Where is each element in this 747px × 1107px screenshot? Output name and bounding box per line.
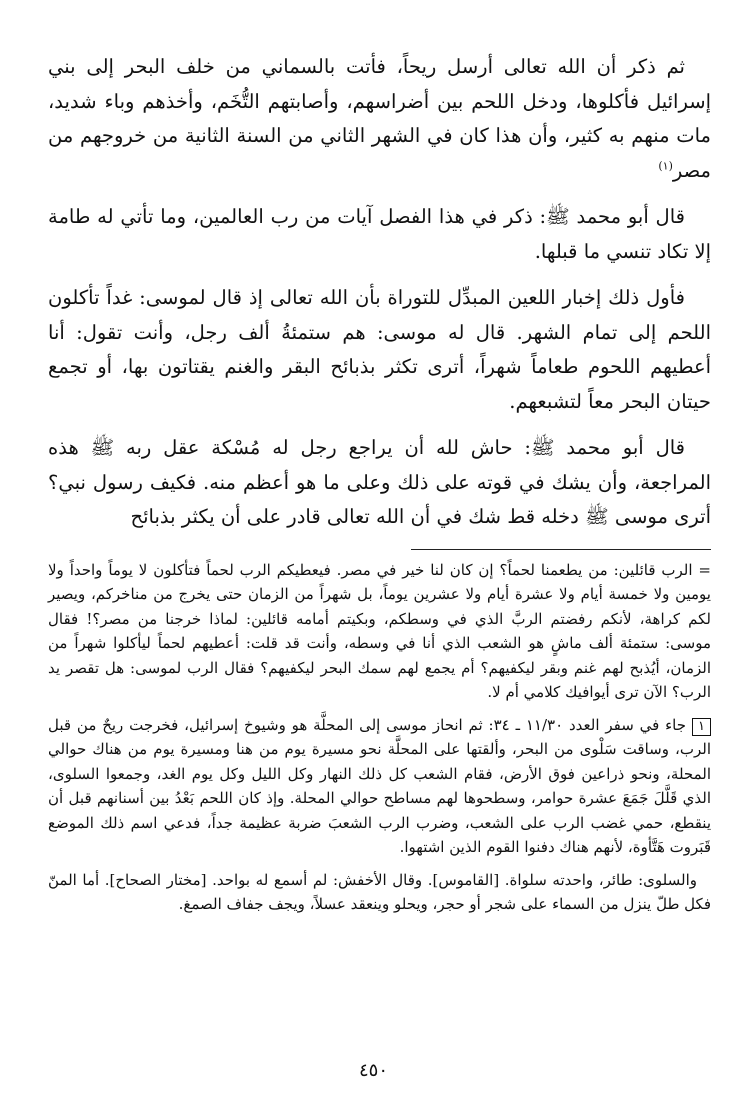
main-text <box>48 50 711 535</box>
footnote-reference[interactable]: (١) <box>658 159 673 172</box>
paragraph-1-text: ثم ذكر أن الله تعالى أرسل ريحاً، فأتت بالسماني من خلف البحر إلى بني إسرائيل فأكلوها، ودخل اللحم بين أضراسهم، وأصابتهم التُّخَم، وأخذهم وباء شديد، مات منهم به كثير، وأن هذا كان في الشهر الثاني من السنة الثانية من خروجهم من مصر <box>48 55 711 182</box>
footnote-1-marker: ١ <box>692 718 711 736</box>
paragraph-1 <box>48 50 711 188</box>
paragraph-2: قال أبو محمد ﷺ: ذكر في هذا الفصل آيات من رب العالمين، وما تأتي له طامة إلا تكاد تنسي ما قبلها. <box>48 205 711 263</box>
page-number: ٤٥٠ <box>358 1060 388 1081</box>
footnote-note-2: والسلوى: طائر، واحدته سلواة. [القاموس]. وقال الأخفش: لم أسمع له بواحد. [مختار الصحاح]. أما المنّ فكل طلّ ينزل من السماء على شجر أو حجر، ويحلو وينعقد عسلاً، ويجف جفاف الصمغ. <box>48 870 711 913</box>
paragraph-3: فأول ذلك إخبار اللعين المبدِّل للتوراة بأن الله تعالى إذ قال لموسى: غداً تأكلون اللحم إلى تمام الشهر. قال له موسى: هم ستمئةُ ألف رجل، وأنت تقول: أنا أعطيهم اللحوم طعاماً شهراً، أترى تكثر بذبائح البقر والغنم يقتاتون بها، أو تجمع حيتان البحر معاً لتشبعهم. <box>48 286 711 413</box>
paragraph-4: قال أبو محمد ﷺ: حاش لله أن يراجع رجل له مُسْكة عقل ربه ﷺ هذه المراجعة، وأن يشك في قوته على ذلك وعلى ما هو أعظم منه. فكيف رسول نبي؟ أترى موسى ﷺ دخله قط شك في أن الله تعالى قادر على أن يكثر بذبائح <box>48 436 711 528</box>
footnote-1 <box>48 713 711 860</box>
footnote-1-text: جاء في سفر العدد ١١/٣٠ ـ ٣٤: ثم انحاز موسى إلى المحلَّة هو وشيوخ إسرائيل، فخرجت ريحٌ من قبل الرب، وساقت سَلْوى من البحر، وألقتها على المحلَّة نحو مسيرة يوم من هنا ومسيرة يوم من هناك حوالي المحلة، ونحو ذراعين فوق الأرض، فقام الشعب كل ذلك النهار وكل الليل وكل يوم الغد، وجمعوا السلوى، الذي قَلَّلَ جَمَعَ عشرة حوامر، وسطحوها لهم مساطح حوالي المحلة. وإذ كان اللحم بَعْدُ بين أسنانهم قبل أن ينقطع، حمي غضب الرب على الشعب، وضرب الرب الشعبَ ضربة عظيمة جداً، فدعي اسم ذلك الموضع قَبَروت هَتَّأوة، لأنهم هناك دفنوا القوم الذين اشتهوا. <box>48 715 711 856</box>
footnote-divider <box>411 549 711 550</box>
footnote-continuation: = الرب قائلين: من يطعمنا لحماً؟ إن كان لنا خير في مصر. فيعطيكم الرب لحماً فتأكلون لا يوماً واحداً ولا يومين ولا خمسة أيام ولا عشرة أيام ولا عشرين يوماً، بل شهراً من الزمان حتى يخرج من مناخركم، ويصير لكم كراهة، لأنكم رفضتم الربَّ الذي في وسطكم، وبكيتم أمامه قائلين: لماذا خرجنا من مصر؟! فقال موسى: ستمئة ألف ماشٍ هو الشعب الذي أنا في وسطه، وأنت قد قلت: أعطيهم لحماً ليأكلوا شهراً من الزمان، أيُذبح لهم غنم وبقر ليكفيهم؟ أم يجمع لهم سمك البحر ليكفيهم؟ فقال الرب لموسى: هل تقصر يد الرب؟ الآن ترى أيوافيك كلامي أم لا. <box>48 560 711 701</box>
footnotes <box>48 558 711 917</box>
